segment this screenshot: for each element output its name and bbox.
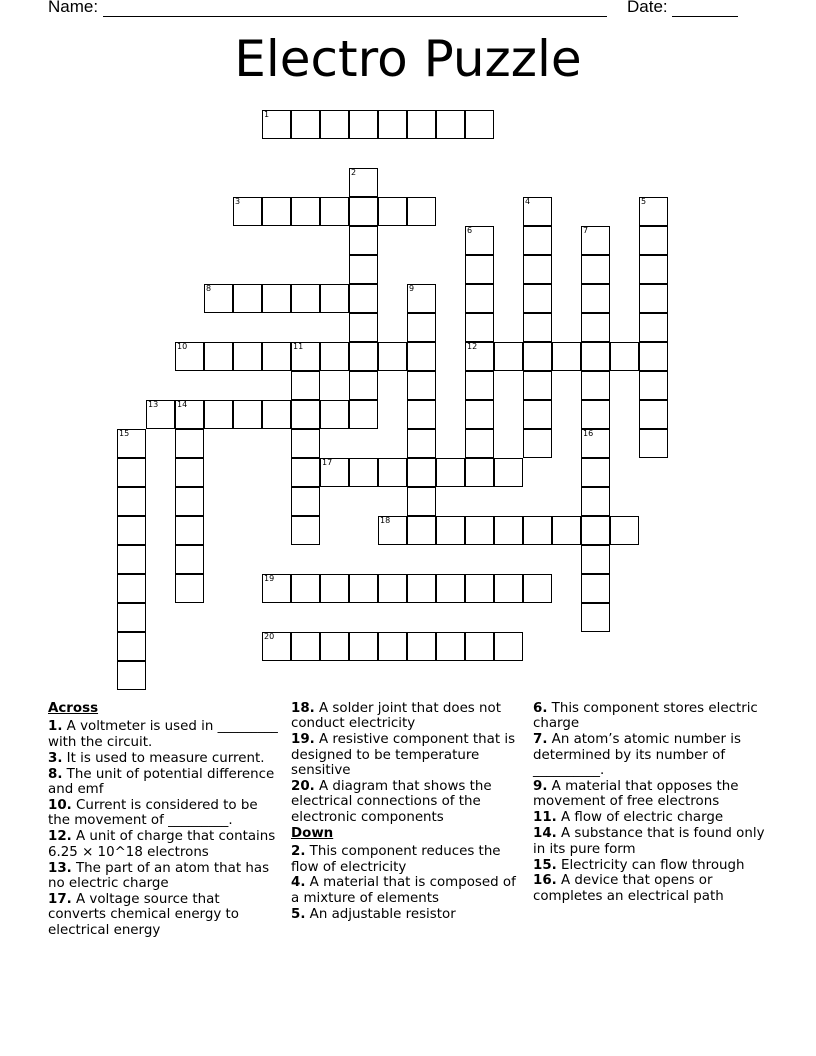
grid-cell[interactable] — [175, 487, 204, 516]
grid-cell[interactable] — [204, 400, 233, 429]
grid-cell[interactable] — [349, 226, 378, 255]
grid-cell[interactable] — [320, 574, 349, 603]
grid-cell[interactable] — [523, 516, 552, 545]
grid-cell[interactable] — [349, 284, 378, 313]
grid-cell[interactable] — [378, 458, 407, 487]
grid-cell[interactable] — [291, 516, 320, 545]
clue-item-number: 12. — [48, 829, 72, 845]
grid-cell[interactable] — [639, 313, 668, 342]
clue-item-number: 15. — [533, 857, 557, 873]
grid-cell[interactable] — [291, 574, 320, 603]
clue-item — [48, 829, 280, 860]
grid-cell[interactable] — [378, 516, 407, 545]
clue-number: 11 — [293, 342, 304, 351]
grid-cell[interactable] — [465, 313, 494, 342]
grid-cell[interactable] — [523, 226, 552, 255]
grid-cell[interactable] — [523, 400, 552, 429]
grid-cell[interactable] — [320, 110, 349, 139]
grid-cell[interactable] — [204, 342, 233, 371]
across-clue-list — [48, 719, 280, 938]
grid-cell[interactable] — [262, 632, 291, 661]
grid-cell[interactable] — [465, 371, 494, 400]
grid-cell[interactable] — [175, 342, 204, 371]
grid-cell[interactable] — [349, 168, 378, 197]
grid-cell[interactable] — [291, 197, 320, 226]
grid-cell[interactable] — [262, 110, 291, 139]
clue-number: 20 — [264, 632, 275, 641]
clue-item — [291, 732, 523, 778]
grid-cell[interactable] — [378, 342, 407, 371]
clue-number: 7 — [583, 226, 589, 235]
grid-cell[interactable] — [407, 197, 436, 226]
grid-cell[interactable] — [407, 458, 436, 487]
grid-cell[interactable] — [494, 632, 523, 661]
clue-item — [48, 767, 280, 798]
grid-cell[interactable] — [581, 342, 610, 371]
grid-cell[interactable] — [581, 458, 610, 487]
grid-cell[interactable] — [465, 516, 494, 545]
grid-cell[interactable] — [465, 429, 494, 458]
clue-item-text: It is used to measure current. — [62, 750, 265, 766]
grid-cell[interactable] — [465, 574, 494, 603]
grid-cell[interactable] — [204, 284, 233, 313]
grid-cell[interactable] — [349, 197, 378, 226]
grid-cell[interactable] — [349, 574, 378, 603]
grid-cell[interactable] — [610, 516, 639, 545]
clue-item-text: A flow of electric charge — [556, 810, 724, 826]
grid-cell[interactable] — [639, 342, 668, 371]
clue-item — [533, 779, 765, 810]
grid-cell[interactable] — [233, 197, 262, 226]
grid-cell[interactable] — [465, 342, 494, 371]
clue-item-text: Current is considered to be the movement of _________. — [48, 797, 258, 829]
grid-cell[interactable] — [407, 487, 436, 516]
grid-cell[interactable] — [175, 545, 204, 574]
date-label: Date: — [627, 0, 668, 16]
grid-cell[interactable] — [581, 255, 610, 284]
clue-item-text: Electricity can flow through — [556, 857, 745, 873]
grid-cell[interactable] — [291, 342, 320, 371]
clue-number: 8 — [206, 284, 212, 293]
clue-number: 17 — [322, 458, 333, 467]
clue-item-number: 16. — [533, 873, 557, 889]
clue-item-text: A voltmeter is used in _________ with the circuit. — [48, 719, 278, 750]
clue-item-text: A diagram that shows the electrical connections of the electronic components — [291, 779, 492, 825]
clue-column-3 — [533, 701, 765, 905]
clue-item — [533, 858, 765, 873]
grid-cell[interactable] — [378, 574, 407, 603]
grid-cell[interactable] — [349, 371, 378, 400]
grid-cell[interactable] — [175, 400, 204, 429]
grid-cell[interactable] — [581, 516, 610, 545]
clue-item-number: 5. — [291, 906, 306, 922]
clue-item-text: This component reduces the flow of electricity — [291, 844, 501, 875]
grid-cell[interactable] — [291, 110, 320, 139]
grid-cell[interactable] — [407, 342, 436, 371]
grid-cell[interactable] — [262, 400, 291, 429]
grid-cell[interactable] — [349, 400, 378, 429]
clue-number: 10 — [177, 342, 188, 351]
grid-cell[interactable] — [117, 487, 146, 516]
clue-number: 19 — [264, 574, 275, 583]
grid-cell[interactable] — [378, 110, 407, 139]
clue-item — [533, 732, 765, 778]
grid-cell[interactable] — [349, 632, 378, 661]
grid-cell[interactable] — [117, 603, 146, 632]
clue-item-text: A unit of charge that contains 6.25 × 10^18 electrons — [48, 829, 276, 860]
clue-number: 15 — [119, 429, 130, 438]
clue-number: 14 — [177, 400, 188, 409]
grid-cell[interactable] — [436, 516, 465, 545]
grid-cell[interactable] — [117, 661, 146, 690]
grid-cell[interactable] — [175, 516, 204, 545]
grid-cell[interactable] — [581, 313, 610, 342]
grid-cell[interactable] — [639, 371, 668, 400]
grid-cell[interactable] — [581, 226, 610, 255]
puzzle-title: Electro Puzzle — [234, 30, 582, 88]
clue-number: 4 — [525, 197, 531, 206]
grid-cell[interactable] — [639, 255, 668, 284]
grid-cell[interactable] — [349, 255, 378, 284]
clue-item-text: A device that opens or completes an electrical path — [533, 873, 724, 904]
grid-cell[interactable] — [349, 342, 378, 371]
grid-cell[interactable] — [175, 574, 204, 603]
grid-cell[interactable] — [581, 371, 610, 400]
clue-number: 1 — [264, 110, 270, 119]
grid-cell[interactable] — [407, 632, 436, 661]
grid-cell[interactable] — [262, 574, 291, 603]
clue-item — [291, 844, 523, 875]
grid-cell[interactable] — [523, 371, 552, 400]
down-heading: Down — [291, 825, 334, 841]
grid-cell[interactable] — [436, 574, 465, 603]
clue-item — [533, 701, 765, 732]
clue-item — [48, 798, 280, 829]
grid-cell[interactable] — [465, 226, 494, 255]
clue-item-text: A substance that is found only in its pure form — [533, 826, 765, 857]
clue-item — [48, 861, 280, 892]
grid-cell[interactable] — [523, 574, 552, 603]
clue-item-text: The unit of potential difference and emf — [48, 766, 275, 798]
clue-item-number: 11. — [533, 810, 557, 826]
grid-cell[interactable] — [233, 342, 262, 371]
grid-cell[interactable] — [494, 574, 523, 603]
grid-cell[interactable] — [349, 110, 378, 139]
clue-number: 2 — [351, 168, 357, 177]
grid-cell[interactable] — [494, 458, 523, 487]
grid-cell[interactable] — [291, 400, 320, 429]
grid-cell[interactable] — [117, 458, 146, 487]
grid-cell[interactable] — [581, 603, 610, 632]
grid-cell[interactable] — [581, 574, 610, 603]
clue-item-number: 2. — [291, 844, 306, 860]
grid-cell[interactable] — [349, 458, 378, 487]
clue-item — [291, 875, 523, 906]
grid-cell[interactable] — [581, 429, 610, 458]
clue-item-number: 3. — [48, 750, 63, 766]
grid-cell[interactable] — [552, 342, 581, 371]
clue-item-number: 19. — [291, 732, 315, 748]
grid-cell[interactable] — [639, 226, 668, 255]
clue-item-number: 20. — [291, 779, 315, 795]
grid-cell[interactable] — [436, 458, 465, 487]
clue-item — [48, 751, 280, 766]
grid-cell[interactable] — [349, 313, 378, 342]
grid-cell[interactable] — [262, 342, 291, 371]
clue-item — [291, 701, 523, 732]
grid-cell[interactable] — [407, 110, 436, 139]
grid-cell[interactable] — [320, 342, 349, 371]
grid-cell[interactable] — [639, 197, 668, 226]
grid-cell[interactable] — [494, 516, 523, 545]
grid-cell[interactable] — [523, 313, 552, 342]
grid-cell[interactable] — [639, 400, 668, 429]
clue-item-number: 7. — [533, 732, 548, 748]
grid-cell[interactable] — [494, 342, 523, 371]
grid-cell[interactable] — [117, 632, 146, 661]
down-clue-list — [291, 844, 523, 922]
grid-cell[interactable] — [407, 574, 436, 603]
grid-cell[interactable] — [610, 342, 639, 371]
across-heading: Across — [48, 701, 99, 716]
grid-cell[interactable] — [407, 400, 436, 429]
clue-number: 12 — [467, 342, 478, 351]
clue-item — [291, 779, 523, 825]
name-label: Name: — [48, 0, 99, 16]
grid-cell[interactable] — [320, 400, 349, 429]
grid-cell[interactable] — [262, 197, 291, 226]
clue-item-text: This component stores electric charge — [533, 701, 758, 732]
grid-cell[interactable] — [291, 632, 320, 661]
grid-cell[interactable] — [262, 284, 291, 313]
grid-cell[interactable] — [581, 487, 610, 516]
grid-cell[interactable] — [523, 284, 552, 313]
grid-cell[interactable] — [523, 429, 552, 458]
clue-item-number: 9. — [533, 779, 548, 795]
grid-cell[interactable] — [117, 516, 146, 545]
clue-item-text: A material that opposes the movement of free electrons — [533, 779, 739, 810]
grid-cell[interactable] — [581, 400, 610, 429]
grid-cell[interactable] — [175, 458, 204, 487]
grid-cell[interactable] — [581, 284, 610, 313]
clue-item-text: An adjustable resistor — [305, 906, 456, 922]
clue-item-text: A material that is composed of a mixture of elements — [291, 875, 516, 906]
grid-cell[interactable] — [407, 429, 436, 458]
clue-item-number: 13. — [48, 860, 72, 876]
clue-item-text: The part of an atom that has no electric charge — [48, 860, 270, 891]
grid-cell[interactable] — [320, 284, 349, 313]
grid-cell[interactable] — [465, 255, 494, 284]
clue-number: 13 — [148, 400, 159, 409]
clue-item-text: A voltage source that converts chemical energy to electrical energy — [48, 891, 239, 938]
grid-cell[interactable] — [436, 110, 465, 139]
clue-column-2 — [291, 701, 523, 923]
grid-cell[interactable] — [320, 197, 349, 226]
grid-cell[interactable] — [320, 458, 349, 487]
grid-cell[interactable] — [291, 429, 320, 458]
clue-item — [291, 907, 523, 922]
grid-cell[interactable] — [465, 110, 494, 139]
grid-cell[interactable] — [117, 545, 146, 574]
grid-cell[interactable] — [291, 371, 320, 400]
clue-number: 9 — [409, 284, 415, 293]
clue-item — [533, 873, 765, 904]
clue-item-number: 10. — [48, 797, 72, 813]
grid-cell[interactable] — [233, 284, 262, 313]
grid-cell[interactable] — [523, 197, 552, 226]
grid-cell[interactable] — [552, 516, 581, 545]
clue-number: 16 — [583, 429, 594, 438]
grid-cell[interactable] — [465, 458, 494, 487]
clue-item — [48, 719, 280, 750]
grid-cell[interactable] — [117, 429, 146, 458]
clue-item-number: 18. — [291, 701, 315, 716]
grid-cell[interactable] — [291, 458, 320, 487]
grid-cell[interactable] — [407, 371, 436, 400]
grid-cell[interactable] — [407, 516, 436, 545]
clue-item-number: 8. — [48, 766, 63, 782]
grid-cell[interactable] — [523, 255, 552, 284]
clue-number: 6 — [467, 226, 473, 235]
clue-number: 5 — [641, 197, 647, 206]
grid-cell[interactable] — [378, 197, 407, 226]
grid-cell[interactable] — [291, 487, 320, 516]
clue-item-number: 14. — [533, 826, 557, 842]
grid-cell[interactable] — [291, 284, 320, 313]
clue-item-number: 1. — [48, 719, 63, 735]
clue-item — [48, 892, 280, 938]
clue-number: 18 — [380, 516, 391, 525]
clue-item-text: An atom’s atomic number is determined by its number of __________. — [533, 732, 741, 779]
clue-item-number: 17. — [48, 891, 72, 907]
grid-cell[interactable] — [407, 313, 436, 342]
grid-cell[interactable] — [320, 632, 349, 661]
clue-item — [533, 810, 765, 825]
grid-cell[interactable] — [639, 284, 668, 313]
across-clue-list-continued — [291, 701, 523, 825]
clue-item-text: A solder joint that does not conduct electricity — [291, 701, 501, 732]
grid-cell[interactable] — [639, 429, 668, 458]
grid-cell[interactable] — [581, 545, 610, 574]
clue-item — [533, 826, 765, 857]
clue-column-1 — [48, 701, 280, 939]
grid-cell[interactable] — [523, 342, 552, 371]
grid-cell[interactable] — [117, 574, 146, 603]
grid-cell[interactable] — [436, 632, 465, 661]
grid-cell[interactable] — [465, 284, 494, 313]
grid-cell[interactable] — [465, 400, 494, 429]
grid-cell[interactable] — [146, 400, 175, 429]
clue-item-number: 4. — [291, 875, 306, 891]
grid-cell[interactable] — [465, 632, 494, 661]
down-clue-list-continued — [533, 701, 765, 904]
grid-cell[interactable] — [407, 284, 436, 313]
grid-cell[interactable] — [233, 400, 262, 429]
grid-cell[interactable] — [378, 632, 407, 661]
clue-item-text: A resistive component that is designed to be temperature sensitive — [291, 732, 516, 779]
clue-number: 3 — [235, 197, 241, 206]
grid-cell[interactable] — [175, 429, 204, 458]
clue-item-number: 6. — [533, 701, 548, 716]
